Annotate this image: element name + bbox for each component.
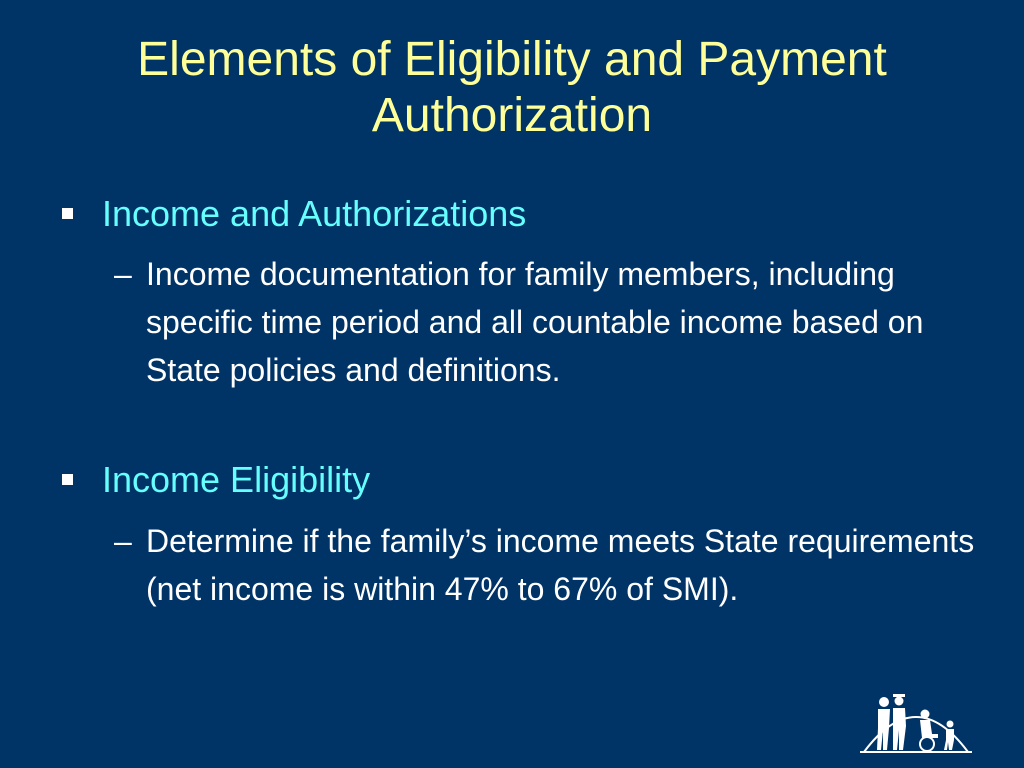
sub-bullet-text: Determine if the family’s income meets State requirements (net income is within 47% to 67% of SMI).: [146, 523, 975, 607]
dash-marker: –: [114, 256, 132, 292]
sub-bullet-text: Income documentation for family members, including specific time period and all countable income based on State policies and definitions.: [146, 256, 924, 388]
family-figures-logo-icon: [858, 688, 974, 754]
slide-title: [40, 32, 984, 144]
title-line-1: Elements of Eligibility and Payment: [137, 33, 887, 86]
square-bullet-icon: [62, 474, 73, 485]
title-line-2: Authorization: [371, 89, 653, 142]
bullet-heading: Income and Authorizations: [102, 193, 527, 234]
bullet-heading: Income Eligibility: [102, 459, 371, 500]
square-bullet-icon: [62, 208, 73, 219]
dash-marker: –: [114, 523, 132, 559]
